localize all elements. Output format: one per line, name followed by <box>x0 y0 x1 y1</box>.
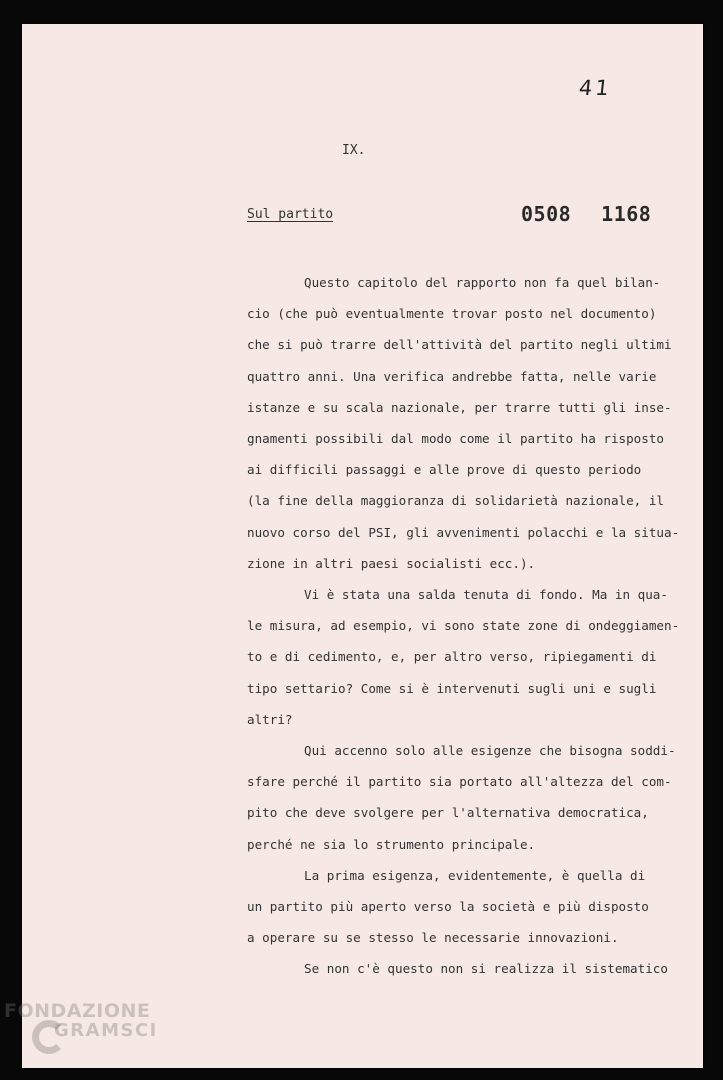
text-line: Vi è stata una salda tenuta di fondo. Ma in qua- <box>304 587 668 603</box>
text-line: istanze e su scala nazionale, per trarre tutti gli inse- <box>247 399 672 415</box>
text-line: pito che deve svolgere per l'alternativa democratica, <box>247 805 649 821</box>
text-line: Questo capitolo del rapporto non fa quel bilan- <box>304 275 661 290</box>
handwritten-page-number: 41 <box>577 76 613 100</box>
text-line: le misura, ad esempio, vi sono state zone di ondeggiamen- <box>247 618 680 634</box>
text-line: ai difficili passaggi e alle prove di questo periodo <box>247 462 642 478</box>
text-line: (la fine della maggioranza di solidarietà nazionale, il <box>247 493 665 509</box>
document-page <box>22 24 703 1068</box>
section-title: Sul partito <box>247 207 334 222</box>
archive-stamp <box>521 202 651 226</box>
text-line: a operare su se stesso le necessarie innovazioni. <box>247 930 619 946</box>
text-line: tipo settario? Come si è intervenuti sugli uni e sugli <box>247 680 657 696</box>
text-line: altri? <box>247 711 293 727</box>
text-line: che si può trarre dell'attività del partito negli ultimi <box>247 337 672 353</box>
text-line: zione in altri paesi socialisti ecc.). <box>247 555 536 571</box>
text-line: to e di cedimento, e, per altro verso, ripiegamenti di <box>247 649 657 665</box>
archive-stamp-right: 1168 <box>601 202 652 226</box>
text-line: La prima esigenza, evidentemente, è quella di <box>304 867 646 883</box>
fondazione-gramsci-watermark <box>4 1000 179 1075</box>
body-text <box>247 267 680 985</box>
text-line: Qui accenno solo alle esigenze che bisogna soddi- <box>304 743 676 759</box>
text-line: cio (che può eventualmente trovar posto nel documento) <box>247 306 657 322</box>
watermark-line-2: GRAMSCI <box>54 1020 158 1041</box>
text-line: quattro anni. Una verifica andrebbe fatta, nelle varie <box>247 368 657 384</box>
chapter-number: IX. <box>342 143 366 158</box>
archive-stamp-left: 0508 <box>521 202 572 226</box>
watermark-line-1: FONDAZIONE <box>4 1000 151 1022</box>
text-line: sfare perché il partito sia portato all'altezza del com- <box>247 774 672 790</box>
text-line: nuovo corso del PSI, gli avvenimenti polacchi e la situa- <box>247 524 680 540</box>
text-line: gnamenti possibili dal modo come il partito ha risposto <box>247 431 665 447</box>
text-line: Se non c'è questo non si realizza il sistematico <box>304 961 668 977</box>
text-line: un partito più aperto verso la società e più disposto <box>247 899 649 915</box>
text-line: perché ne sia lo strumento principale. <box>247 836 536 852</box>
